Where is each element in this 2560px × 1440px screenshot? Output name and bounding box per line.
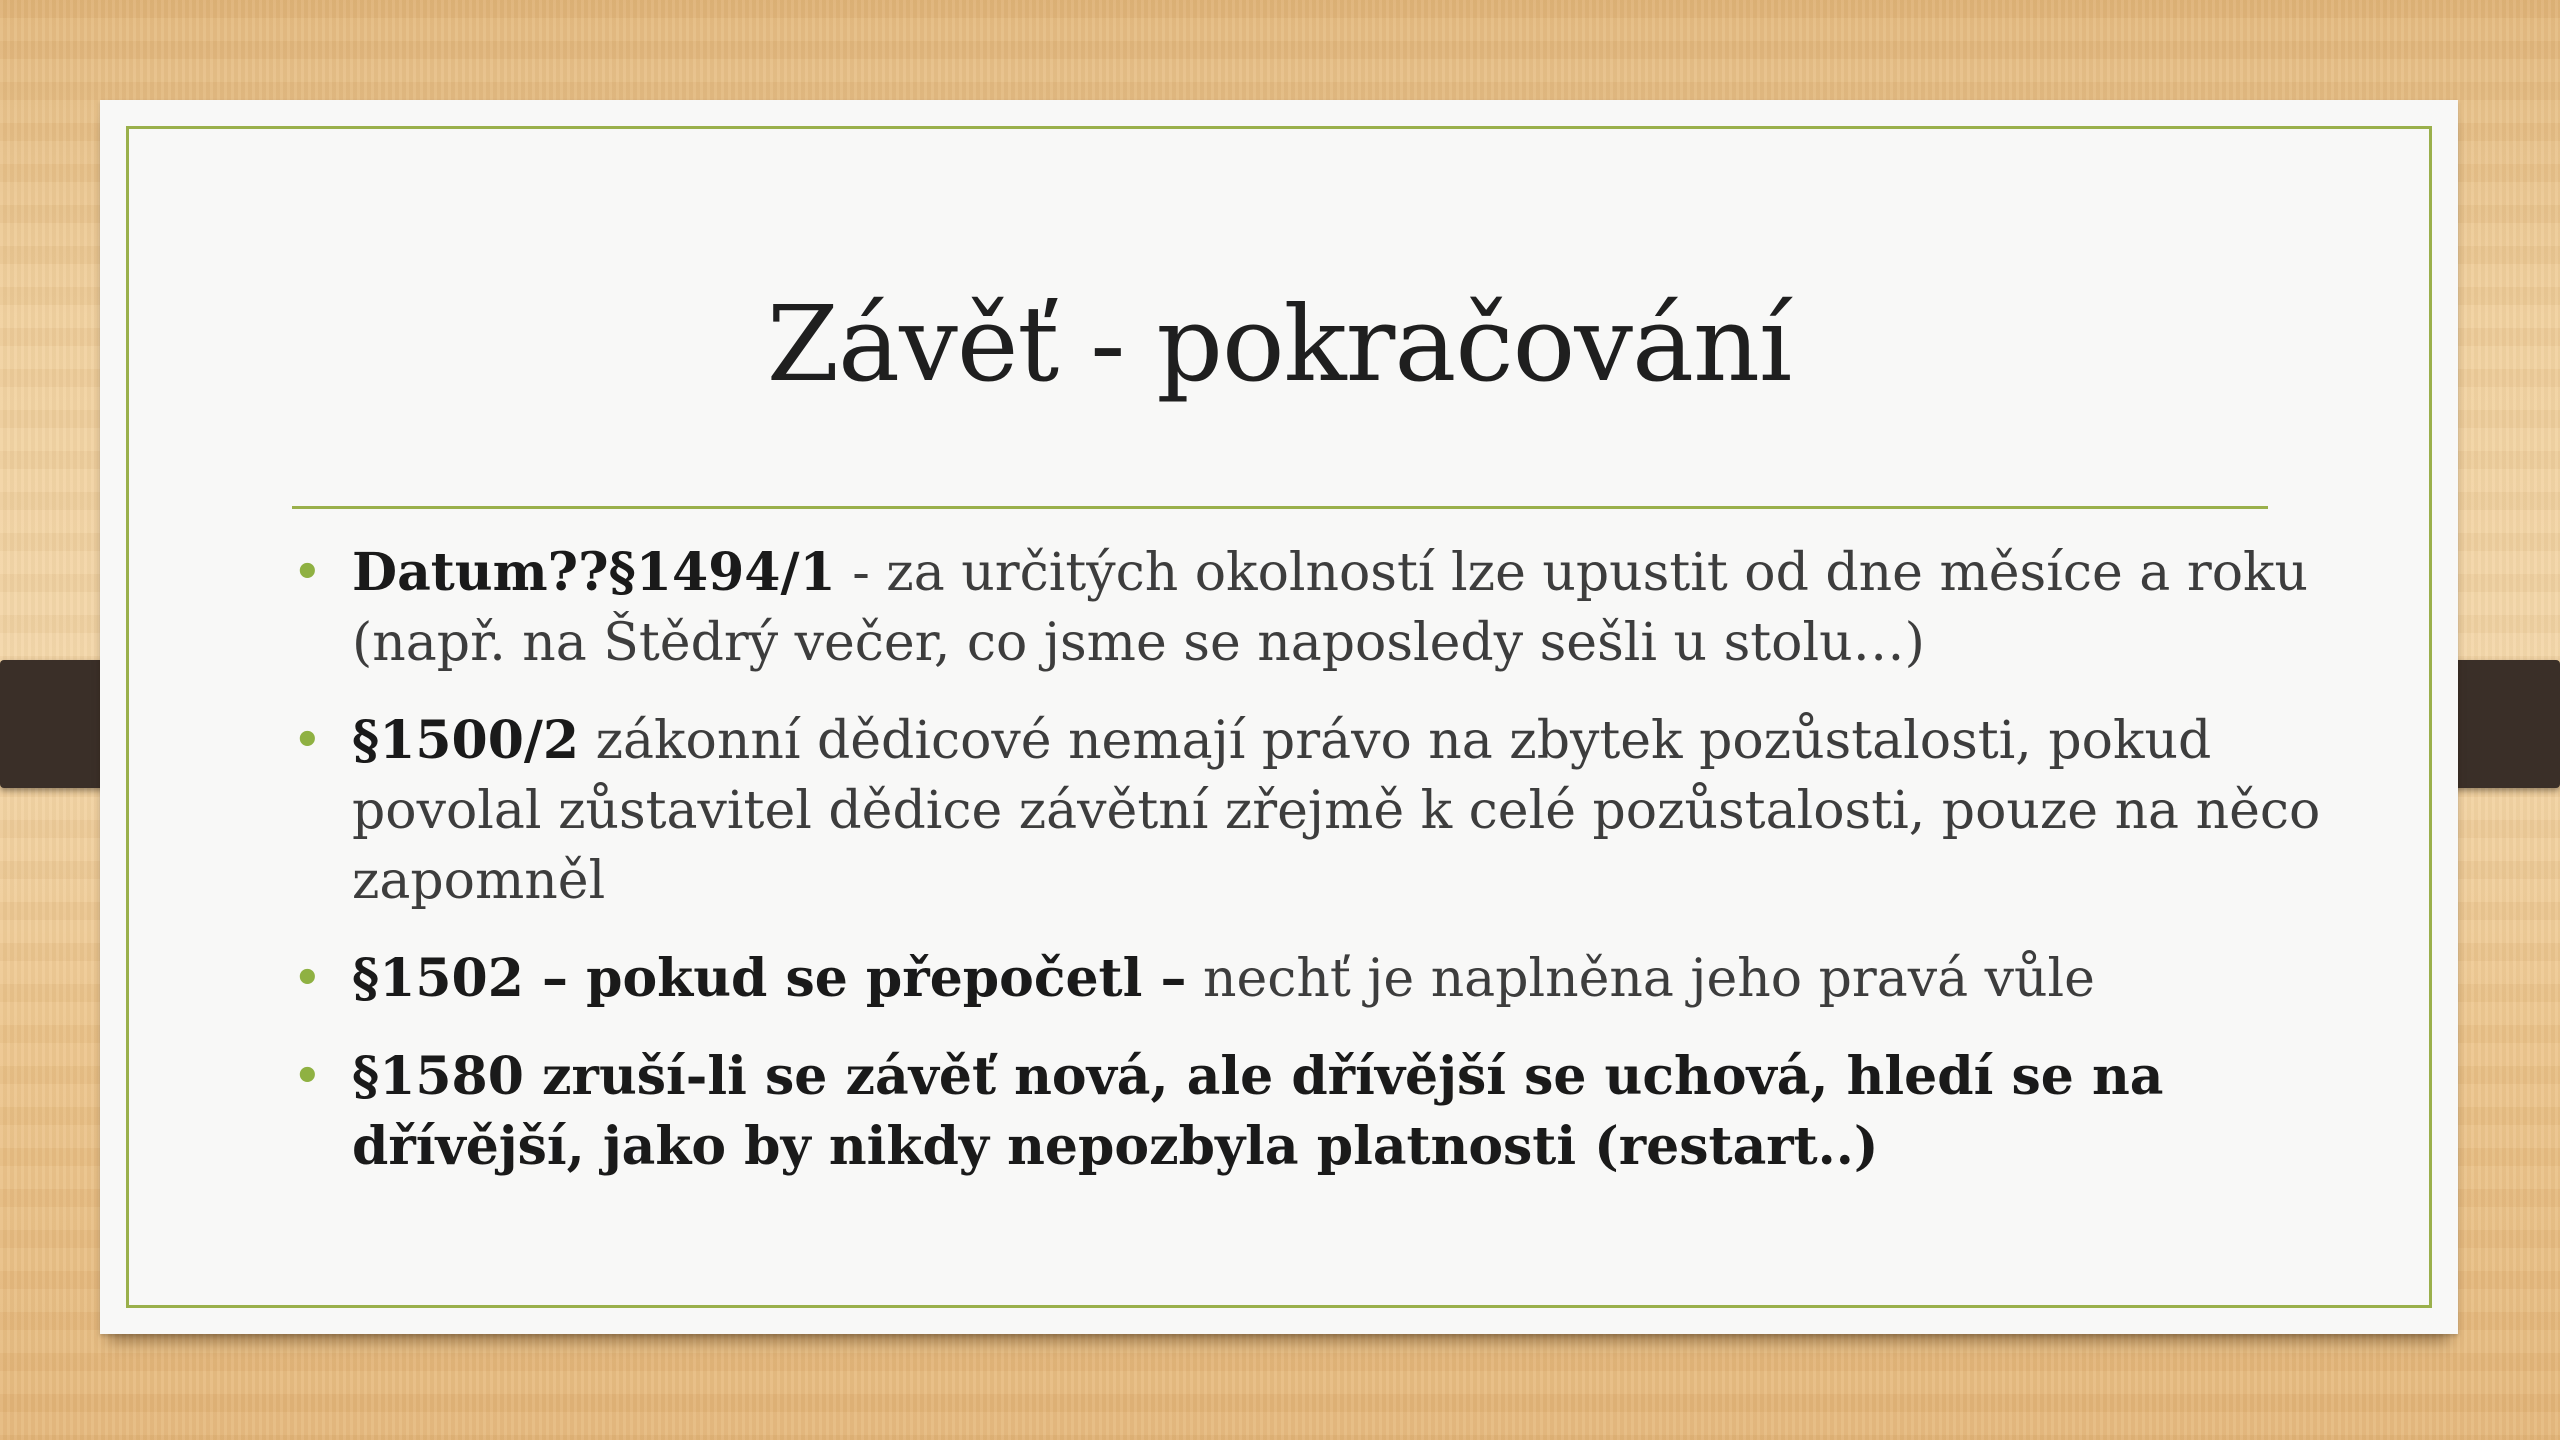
bullet-item: [292, 944, 2352, 1014]
bullet-bold-text: Datum??§1494/1: [352, 542, 836, 603]
bullet-text: zákonní dědicové nemají právo na zbytek pozůstalosti, pokud povolal zůstavitel dědice závětní zřejmě k celé pozůstalosti, pouze na něco zapomněl: [352, 711, 2321, 911]
bullet-bold-text: §1500/2: [352, 710, 580, 771]
bullet-text: - za určitých okolností lze upustit od dne měsíce a roku (např. na Štědrý večer, co jsme se naposledy sešli u stolu…): [352, 543, 2308, 673]
bullet-dot-icon: •: [292, 949, 323, 1009]
slide-title: Závěť - pokračování: [766, 283, 1792, 405]
bullet-text: nechť je naplněna jeho pravá vůle: [1186, 949, 2095, 1009]
bullet-item: [292, 1042, 2352, 1182]
bullet-dot-icon: •: [292, 1047, 323, 1107]
slide: [100, 100, 2458, 1334]
bullet-bold-text: §1502 – pokud se přepočetl –: [352, 948, 1187, 1009]
bullet-dot-icon: •: [292, 543, 323, 603]
bullet-item: [292, 706, 2352, 916]
bullet-bold-text: §1580 zruší-li se závěť nová, ale dřívější se uchová, hledí se na dřívější, jako by nikdy nepozbyla platnosti (restart..): [352, 1046, 2164, 1177]
bullet-list: [292, 538, 2352, 1210]
bullet-dot-icon: •: [292, 711, 323, 771]
title-divider: [292, 506, 2268, 509]
bullet-item: [292, 538, 2352, 678]
